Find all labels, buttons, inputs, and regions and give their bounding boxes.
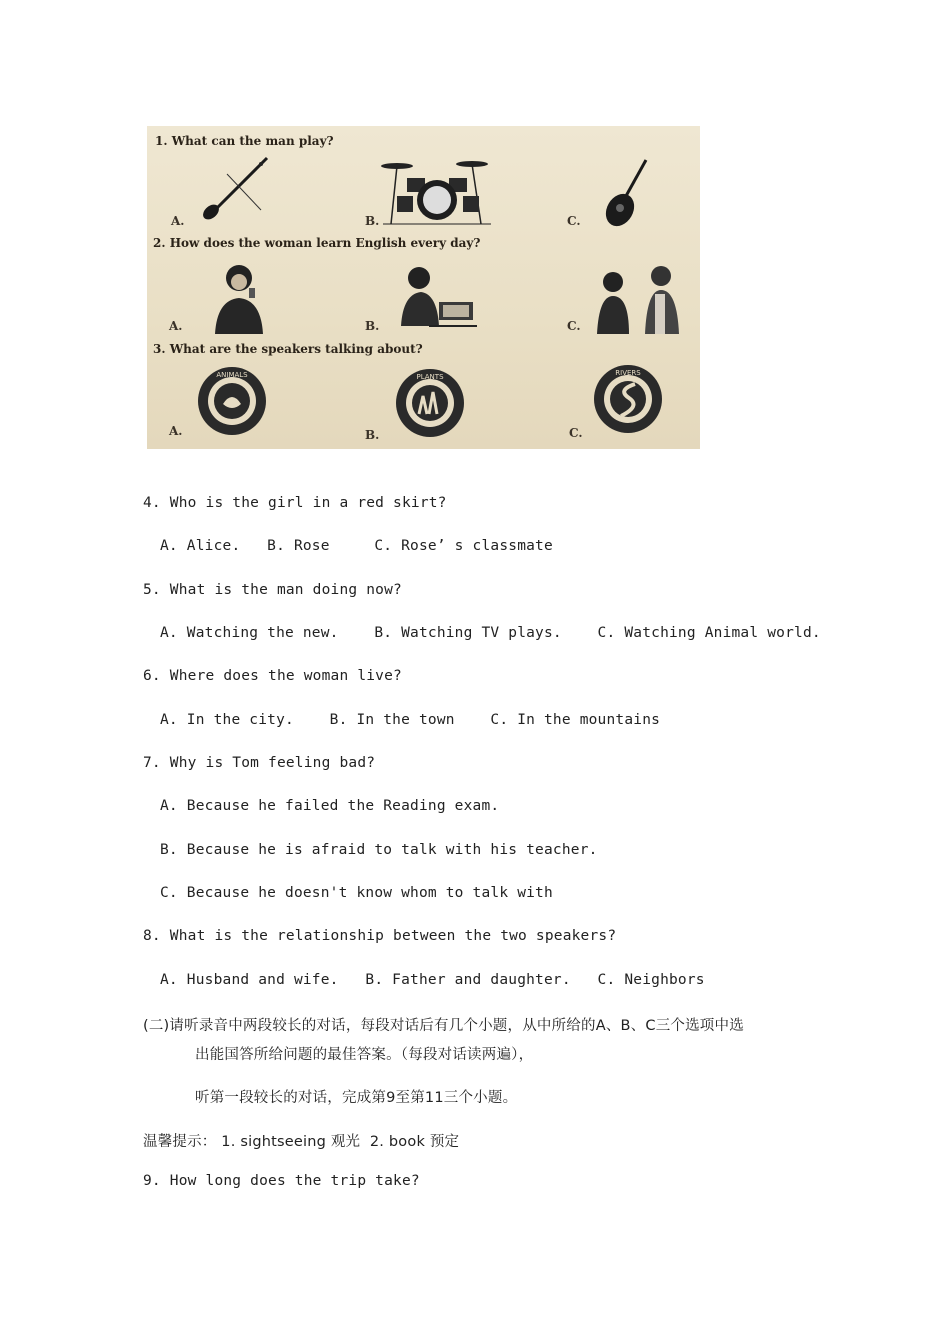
question-7-option-a: A. Because he failed the Reading exam. — [160, 798, 500, 814]
question-4-text: 4. Who is the girl in a red skirt? — [143, 495, 447, 511]
two-people-talking-icon — [595, 266, 685, 336]
question-7-option-c: C. Because he doesn't know whom to talk with — [160, 885, 553, 901]
question-7-text: 7. Why is Tom feeling bad? — [143, 755, 376, 771]
question-5-text: 5. What is the man doing now? — [143, 582, 402, 598]
plants-badge-label: PLANTS — [416, 373, 444, 381]
animals-badge-label: ANIMALS — [216, 371, 248, 379]
section-2-instruction-line-2: 出能国答所给问题的最佳答案。（每段对话读两遍）， — [195, 1047, 534, 1063]
q3-option-a: A. — [169, 424, 183, 438]
q3-option-b: B. — [365, 428, 380, 442]
question-1-text: 1. What can the man play? — [155, 134, 334, 148]
q1-option-c: C. — [567, 214, 581, 228]
q2-option-b: B. — [365, 319, 380, 333]
listening-pictures-scan — [147, 126, 700, 449]
rivers-badge-label: RIVERS — [615, 369, 641, 377]
rivers-badge-icon — [591, 362, 665, 436]
section-2-instruction-line-3: 听第一段较长的对话，完成第9至第11三个小题。 — [195, 1090, 518, 1106]
question-7-option-b: B. Because he is afraid to talk with his teacher. — [160, 842, 598, 858]
q2-option-c: C. — [567, 319, 581, 333]
question-8-text: 8. What is the relationship between the two speakers? — [143, 928, 617, 944]
question-6-options: A. In the city. B. In the town C. In the mountains — [160, 712, 661, 728]
question-2-text: 2. How does the woman learn English every day? — [153, 236, 481, 250]
q1-option-a: A. — [171, 214, 185, 228]
q2-option-a: A. — [169, 319, 183, 333]
question-5-options: A. Watching the new. B. Watching TV plays. C. Watching Animal world. — [160, 625, 821, 641]
drum-kit-icon — [377, 156, 497, 226]
question-4-options: A. Alice. B. Rose C. Rose’ s classmate — [160, 538, 553, 554]
guitar-icon — [602, 156, 652, 231]
question-3-text: 3. What are the speakers talking about? — [153, 342, 423, 356]
q1-option-b: B. — [365, 214, 380, 228]
animals-badge-icon — [195, 364, 269, 438]
question-9-text: 9. How long does the trip take? — [143, 1173, 420, 1189]
person-at-computer-icon — [399, 264, 479, 334]
vocabulary-tip: 温馨提示： 1. sightseeing 观光 2. book 预定 — [143, 1134, 460, 1150]
question-8-options: A. Husband and wife. B. Father and daughter. C. Neighbors — [160, 972, 705, 988]
q3-option-c: C. — [569, 426, 583, 440]
plants-badge-icon — [393, 366, 467, 440]
erhu-icon — [197, 154, 277, 224]
question-6-text: 6. Where does the woman live? — [143, 668, 402, 684]
woman-listening-icon — [209, 262, 269, 334]
section-2-instruction-line-1: (二)请听录音中两段较长的对话，每段对话后有几个小题，从中所给的A、B、C三个选项中选 — [143, 1018, 744, 1034]
